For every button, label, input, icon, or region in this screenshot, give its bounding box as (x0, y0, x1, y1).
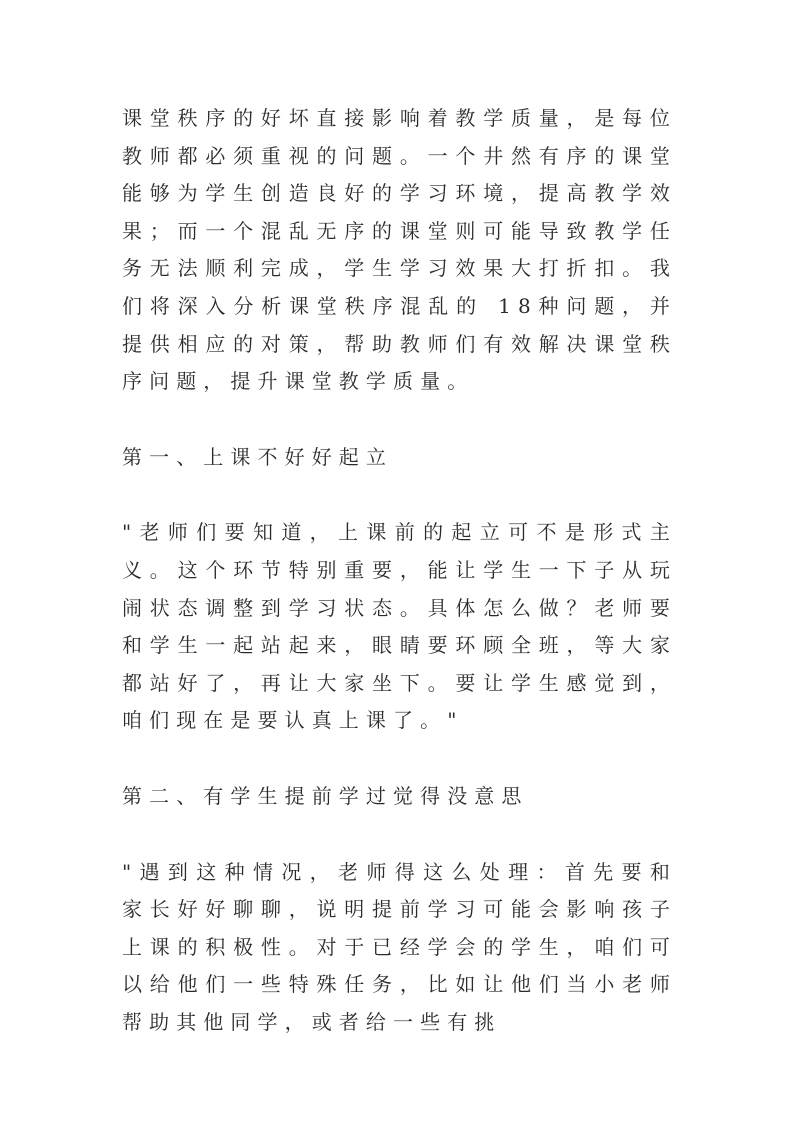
section-heading-1: 第一、上课不好好起立 (122, 444, 393, 469)
paragraph-gap (122, 816, 677, 854)
section-body-1: "老师们要知道，上课前的起立可不是形式主义。这个环节特别重要，能让学生一下子从玩闹状态调整到学习状态。具体怎么做？老师要和学生一起站起来，眼睛要环顾全班，等大家都站好了，再让大家坐下。要让学生感觉到，咱们现在是要认真上课了。" (122, 520, 677, 733)
document-page (122, 100, 677, 1041)
paragraph-gap (122, 476, 677, 514)
section-heading-2: 第二、有学生提前学过觉得没意思 (122, 783, 529, 808)
paragraph-gap (122, 401, 677, 439)
section-body-2: "遇到这种情况，老师得这么处理：首先要和家长好好聊聊，说明提前学习可能会影响孩子上课的积极性。对于已经学会的学生，咱们可以给他们一些特殊任务，比如让他们当小老师帮助其他同学，或者给一些有挑 (122, 859, 677, 1034)
paragraph-gap (122, 740, 677, 778)
intro-paragraph: 课堂秩序的好坏直接影响着教学质量，是每位教师都必须重视的问题。一个井然有序的课堂能够为学生创造良好的学习环境，提高教学效果；而一个混乱无序的课堂则可能导致教学任务无法顺利完成，学生学习效果大打折扣。我们将深入分析课堂秩序混乱的 18种问题，并提供相应的对策，帮助教师们有效解决课堂秩序问题，提升课堂教学质量。 (122, 106, 677, 394)
